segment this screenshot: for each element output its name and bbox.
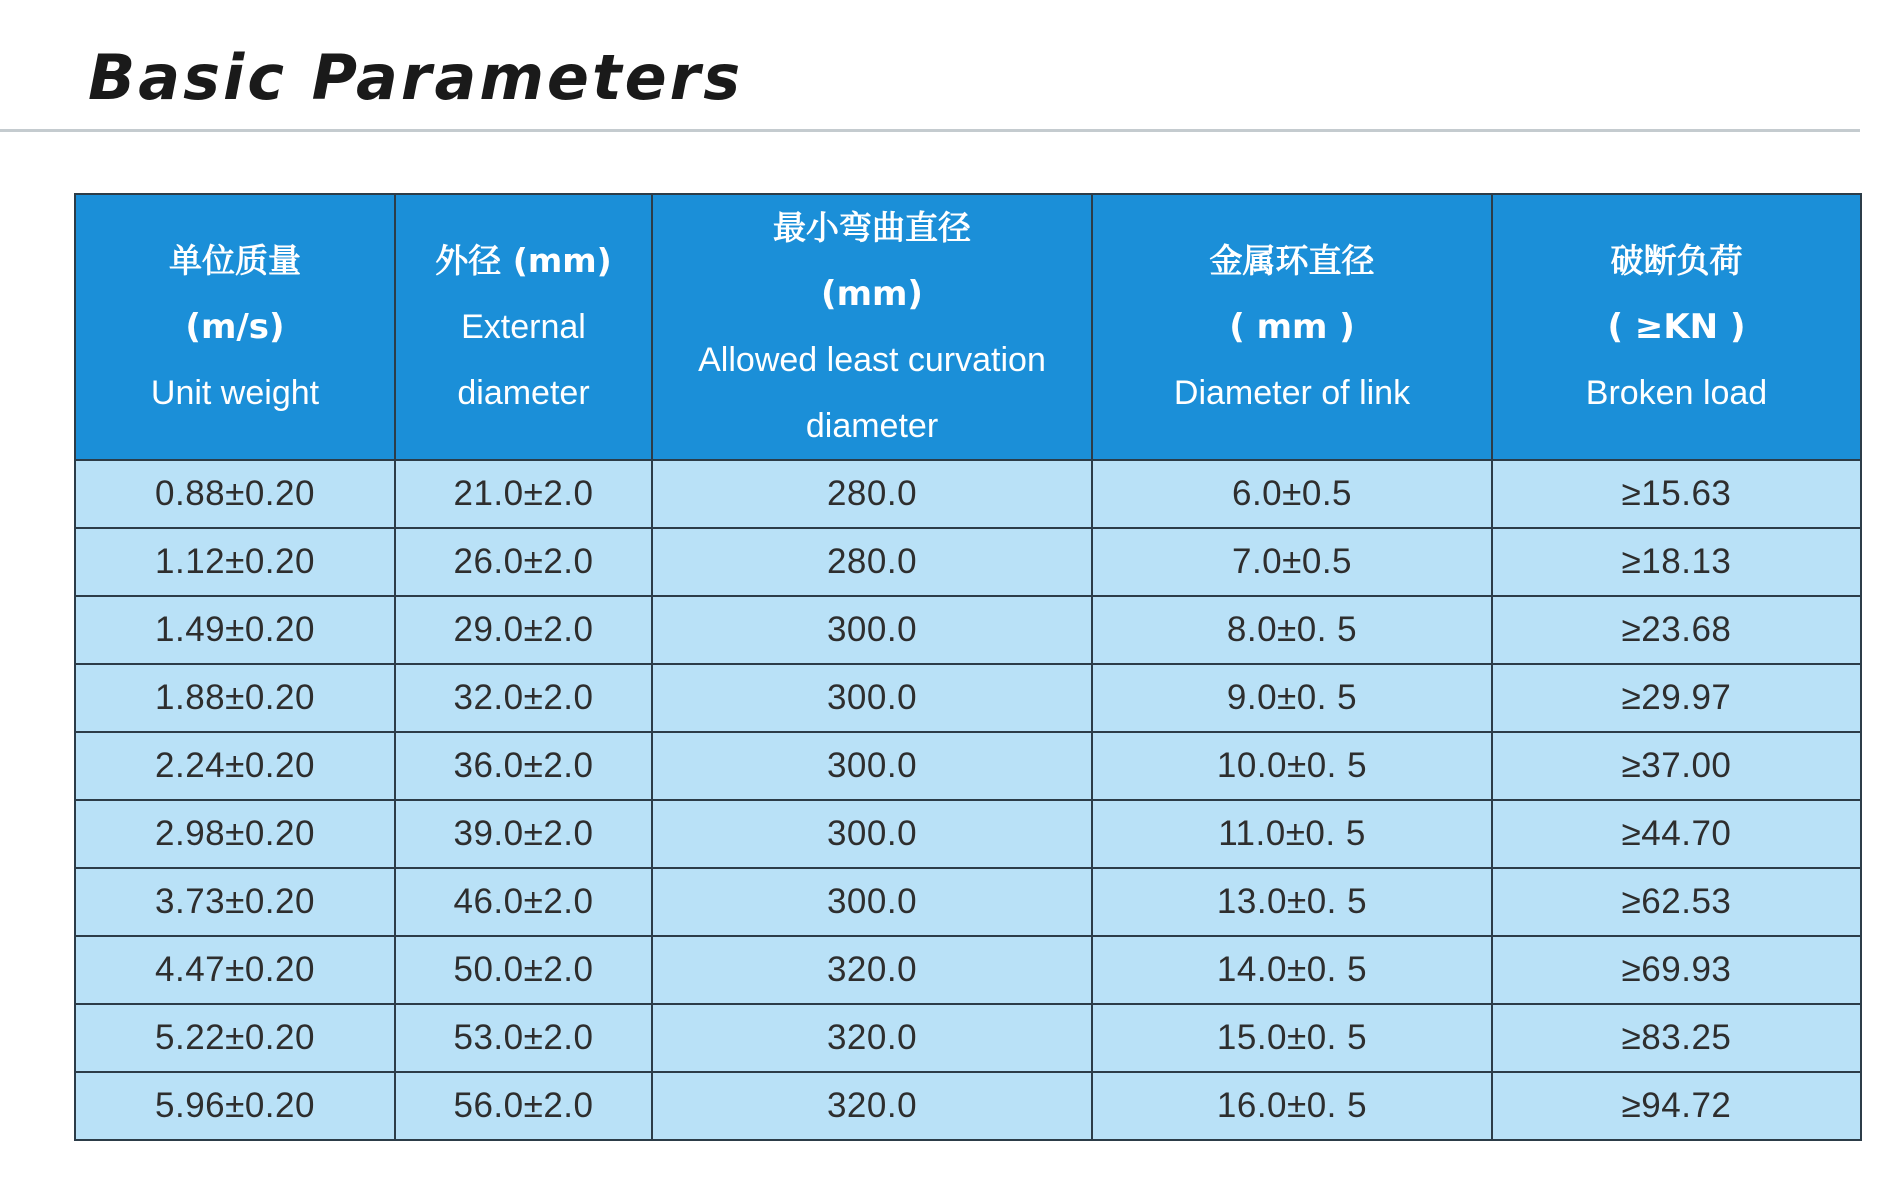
table-row: [75, 868, 1861, 936]
header-diameter-of-link: [1092, 194, 1492, 460]
cell-least-curvation-diameter: 280.0: [652, 460, 1092, 528]
cell-unit-weight: 3.73±0.20: [75, 868, 395, 936]
cell-broken-load: ≥44.70: [1492, 800, 1861, 868]
header-unit: (mm): [821, 274, 923, 314]
cell-least-curvation-diameter: 300.0: [652, 800, 1092, 868]
header-broken-load: [1492, 194, 1861, 460]
cell-external-diameter: 56.0±2.0: [395, 1072, 652, 1140]
cell-broken-load: ≥18.13: [1492, 528, 1861, 596]
cell-external-diameter: 26.0±2.0: [395, 528, 652, 596]
cell-least-curvation-diameter: 280.0: [652, 528, 1092, 596]
cell-broken-load: ≥37.00: [1492, 732, 1861, 800]
table-header: [75, 194, 1861, 460]
cell-diameter-of-link: 8.0±0. 5: [1092, 596, 1492, 664]
table-body: [75, 460, 1861, 1140]
cell-diameter-of-link: 9.0±0. 5: [1092, 664, 1492, 732]
table-row: [75, 460, 1861, 528]
header-en: Allowed least curvation diameter: [698, 341, 1046, 445]
header-least-curvation-diameter: [652, 194, 1092, 460]
header-zh: 破断负荷: [1610, 241, 1743, 280]
cell-broken-load: ≥94.72: [1492, 1072, 1861, 1140]
cell-external-diameter: 53.0±2.0: [395, 1004, 652, 1072]
table-row: [75, 528, 1861, 596]
cell-broken-load: ≥29.97: [1492, 664, 1861, 732]
header-zh: 金属环直径: [1209, 241, 1375, 280]
header-unit: (m/s): [185, 307, 285, 347]
cell-diameter-of-link: 15.0±0. 5: [1092, 1004, 1492, 1072]
header-external-diameter: [395, 194, 652, 460]
cell-external-diameter: 46.0±2.0: [395, 868, 652, 936]
cell-unit-weight: 1.12±0.20: [75, 528, 395, 596]
cell-diameter-of-link: 16.0±0. 5: [1092, 1072, 1492, 1140]
cell-least-curvation-diameter: 300.0: [652, 868, 1092, 936]
header-unit-weight: [75, 194, 395, 460]
header-en: Broken load: [1585, 374, 1768, 412]
cell-external-diameter: 36.0±2.0: [395, 732, 652, 800]
cell-diameter-of-link: 11.0±0. 5: [1092, 800, 1492, 868]
cell-broken-load: ≥15.63: [1492, 460, 1861, 528]
header-unit: ( mm ): [1229, 307, 1355, 347]
cell-diameter-of-link: 6.0±0.5: [1092, 460, 1492, 528]
cell-external-diameter: 29.0±2.0: [395, 596, 652, 664]
header-zh: 外径 (mm): [435, 241, 612, 280]
cell-unit-weight: 5.96±0.20: [75, 1072, 395, 1140]
table-row: [75, 1004, 1861, 1072]
cell-least-curvation-diameter: 320.0: [652, 1004, 1092, 1072]
header-unit: ( ≥KN ): [1607, 307, 1746, 347]
cell-external-diameter: 32.0±2.0: [395, 664, 652, 732]
cell-broken-load: ≥62.53: [1492, 868, 1861, 936]
header-en: Unit weight: [150, 374, 320, 412]
cell-diameter-of-link: 14.0±0. 5: [1092, 936, 1492, 1004]
cell-external-diameter: 50.0±2.0: [395, 936, 652, 1004]
cell-least-curvation-diameter: 320.0: [652, 1072, 1092, 1140]
title-divider: [0, 129, 1860, 132]
table-row: [75, 732, 1861, 800]
cell-unit-weight: 2.24±0.20: [75, 732, 395, 800]
table-row: [75, 596, 1861, 664]
cell-external-diameter: 21.0±2.0: [395, 460, 652, 528]
cell-unit-weight: 5.22±0.20: [75, 1004, 395, 1072]
cell-broken-load: ≥69.93: [1492, 936, 1861, 1004]
table-row: [75, 1072, 1861, 1140]
basic-parameters-table: [74, 193, 1862, 1141]
header-en: External diameter: [457, 308, 590, 412]
table-row: [75, 800, 1861, 868]
cell-least-curvation-diameter: 300.0: [652, 664, 1092, 732]
cell-unit-weight: 2.98±0.20: [75, 800, 395, 868]
cell-broken-load: ≥23.68: [1492, 596, 1861, 664]
cell-least-curvation-diameter: 300.0: [652, 596, 1092, 664]
table-row: [75, 936, 1861, 1004]
cell-unit-weight: 1.49±0.20: [75, 596, 395, 664]
cell-least-curvation-diameter: 300.0: [652, 732, 1092, 800]
cell-unit-weight: 0.88±0.20: [75, 460, 395, 528]
cell-diameter-of-link: 10.0±0. 5: [1092, 732, 1492, 800]
cell-least-curvation-diameter: 320.0: [652, 936, 1092, 1004]
header-row: [75, 194, 1861, 460]
cell-diameter-of-link: 13.0±0. 5: [1092, 868, 1492, 936]
header-zh: 单位质量: [169, 241, 301, 280]
cell-unit-weight: 4.47±0.20: [75, 936, 395, 1004]
header-en: Diameter of link: [1173, 374, 1411, 412]
cell-unit-weight: 1.88±0.20: [75, 664, 395, 732]
table-row: [75, 664, 1861, 732]
header-zh: 最小弯曲直径: [773, 208, 971, 247]
cell-diameter-of-link: 7.0±0.5: [1092, 528, 1492, 596]
page-title: Basic Parameters: [88, 41, 744, 114]
cell-external-diameter: 39.0±2.0: [395, 800, 652, 868]
cell-broken-load: ≥83.25: [1492, 1004, 1861, 1072]
